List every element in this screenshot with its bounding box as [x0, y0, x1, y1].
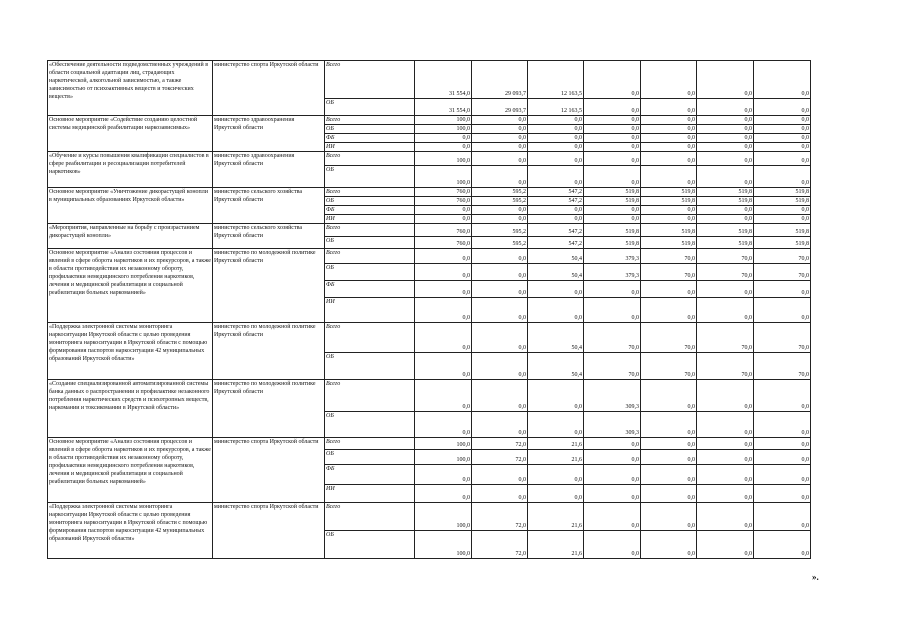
amount-cell: 0,0 — [415, 380, 472, 412]
amount-cell: 70,0 — [754, 249, 811, 264]
amount-cell: 0,0 — [584, 281, 641, 298]
amount-cell: 100,0 — [415, 438, 472, 450]
amount-cell: 519,8 — [584, 224, 641, 237]
amount-cell: 0,0 — [584, 438, 641, 450]
amount-cell: 0,0 — [641, 134, 697, 143]
amount-cell: 0,0 — [472, 281, 528, 298]
amount-cell: 0,0 — [415, 298, 472, 323]
amount-cell: 379,3 — [584, 249, 641, 264]
amount-cell: 0,0 — [641, 485, 697, 503]
funding-source-cell: ОБ — [325, 166, 415, 188]
funding-source-cell: Всего — [325, 503, 415, 531]
amount-cell: 0,0 — [415, 465, 472, 485]
amount-cell: 0,0 — [697, 125, 754, 134]
amount-cell: 519,8 — [697, 188, 754, 197]
amount-cell: 0,0 — [641, 465, 697, 485]
funding-source-cell: Всего — [325, 224, 415, 237]
amount-cell: 0,0 — [584, 215, 641, 224]
amount-cell: 21,6 — [528, 531, 584, 559]
amount-cell: 519,8 — [754, 224, 811, 237]
amount-cell: 50,4 — [528, 249, 584, 264]
amount-cell: 0,0 — [472, 412, 528, 438]
amount-cell: 0,0 — [415, 215, 472, 224]
amount-cell: 0,0 — [472, 353, 528, 380]
amount-cell: 31 554,0 — [415, 61, 472, 99]
amount-cell: 0,0 — [584, 298, 641, 323]
amount-cell: 379,3 — [584, 264, 641, 281]
amount-cell: 100,0 — [415, 531, 472, 559]
amount-cell: 0,0 — [697, 134, 754, 143]
amount-cell: 0,0 — [754, 152, 811, 166]
funding-source-cell: Всего — [325, 323, 415, 353]
amount-cell: 0,0 — [472, 380, 528, 412]
amount-cell: 50,4 — [528, 353, 584, 380]
amount-cell: 0,0 — [415, 206, 472, 215]
amount-cell: 100,0 — [415, 125, 472, 134]
amount-cell: 595,2 — [472, 197, 528, 206]
measure-name-cell: «Поддержка электронной системы мониторинга наркоситуации Иркутской области с целью проведения мониторинга наркоситуации в Иркутской области с помощью формирования паспортов наркоситуации 42 муниципальных образований Иркутской области» — [48, 503, 213, 559]
amount-cell: 0,0 — [584, 152, 641, 166]
funding-source-cell: ОБ — [325, 450, 415, 465]
amount-cell: 0,0 — [697, 116, 754, 125]
amount-cell: 0,0 — [641, 116, 697, 125]
amount-cell: 0,0 — [472, 166, 528, 188]
amount-cell: 0,0 — [754, 450, 811, 465]
funding-source-cell: Всего — [325, 438, 415, 450]
amount-cell: 0,0 — [754, 465, 811, 485]
amount-cell: 0,0 — [472, 249, 528, 264]
amount-cell: 519,8 — [584, 197, 641, 206]
amount-cell: 0,0 — [754, 206, 811, 215]
amount-cell: 0,0 — [528, 485, 584, 503]
amount-cell: 0,0 — [697, 215, 754, 224]
amount-cell: 0,0 — [641, 99, 697, 116]
measure-name-cell: «Обучение и курсы повышения квалификации специалистов в сфере реабилитации и ресоциализации потребителей наркотиков» — [48, 152, 213, 188]
funding-source-cell: Всего — [325, 116, 415, 125]
amount-cell: 0,0 — [528, 465, 584, 485]
amount-cell: 72,0 — [472, 438, 528, 450]
amount-cell: 0,0 — [641, 143, 697, 152]
measure-name-cell: «Поддержка электронной системы мониторинга наркоситуации Иркутской области с целью проведения мониторинга наркоситуации в Иркутской области с помощью формирования паспортов наркоситуации 42 муниципальных образований Иркутской области» — [48, 323, 213, 380]
amount-cell: 0,0 — [697, 450, 754, 465]
amount-cell: 0,0 — [754, 412, 811, 438]
amount-cell: 0,0 — [528, 380, 584, 412]
amount-cell: 547,2 — [528, 237, 584, 249]
amount-cell: 70,0 — [697, 249, 754, 264]
amount-cell: 29 093,7 — [472, 61, 528, 99]
amount-cell: 21,6 — [528, 503, 584, 531]
amount-cell: 0,0 — [697, 465, 754, 485]
amount-cell: 0,0 — [415, 264, 472, 281]
funding-source-cell: ОБ — [325, 412, 415, 438]
amount-cell: 0,0 — [415, 143, 472, 152]
amount-cell: 0,0 — [697, 485, 754, 503]
amount-cell: 0,0 — [641, 380, 697, 412]
amount-cell: 0,0 — [641, 531, 697, 559]
funding-source-cell: ФБ — [325, 465, 415, 485]
financing-table — [47, 60, 811, 559]
funding-source-cell: ФБ — [325, 281, 415, 298]
amount-cell: 0,0 — [697, 166, 754, 188]
table-row — [48, 224, 811, 237]
amount-cell: 0,0 — [528, 116, 584, 125]
amount-cell: 12 163,5 — [528, 61, 584, 99]
amount-cell: 0,0 — [528, 206, 584, 215]
amount-cell: 519,8 — [754, 188, 811, 197]
amount-cell: 0,0 — [754, 485, 811, 503]
amount-cell: 0,0 — [697, 281, 754, 298]
amount-cell: 0,0 — [415, 134, 472, 143]
amount-cell: 0,0 — [641, 61, 697, 99]
closing-quote-mark: ». — [812, 572, 819, 582]
amount-cell: 0,0 — [754, 531, 811, 559]
amount-cell: 72,0 — [472, 531, 528, 559]
amount-cell: 0,0 — [697, 298, 754, 323]
executor-cell: министерство сельского хозяйства Иркутской области — [213, 188, 325, 224]
amount-cell: 0,0 — [697, 61, 754, 99]
amount-cell: 0,0 — [697, 206, 754, 215]
amount-cell: 519,8 — [697, 237, 754, 249]
amount-cell: 100,0 — [415, 116, 472, 125]
amount-cell: 0,0 — [528, 125, 584, 134]
funding-source-cell: ОБ — [325, 125, 415, 134]
amount-cell: 0,0 — [528, 412, 584, 438]
amount-cell: 100,0 — [415, 152, 472, 166]
amount-cell: 0,0 — [415, 485, 472, 503]
amount-cell: 519,8 — [584, 188, 641, 197]
executor-cell: министерство спорта Иркутской области — [213, 503, 325, 559]
amount-cell: 0,0 — [754, 281, 811, 298]
amount-cell: 0,0 — [754, 125, 811, 134]
amount-cell: 70,0 — [754, 353, 811, 380]
funding-source-cell: Всего — [325, 188, 415, 197]
amount-cell: 0,0 — [641, 298, 697, 323]
amount-cell: 519,8 — [641, 197, 697, 206]
amount-cell: 0,0 — [415, 323, 472, 353]
table-row — [48, 249, 811, 264]
amount-cell: 0,0 — [754, 166, 811, 188]
executor-cell: министерство спорта Иркутской области — [213, 438, 325, 503]
amount-cell: 0,0 — [641, 281, 697, 298]
funding-source-cell: ФБ — [325, 134, 415, 143]
amount-cell: 0,0 — [697, 531, 754, 559]
table-row — [48, 152, 811, 166]
measure-name-cell: «Мероприятия, направленные на борьбу с произрастанием дикорастущей конопли» — [48, 224, 213, 249]
amount-cell: 0,0 — [415, 249, 472, 264]
funding-source-cell: Всего — [325, 380, 415, 412]
amount-cell: 0,0 — [754, 143, 811, 152]
funding-source-cell: ФБ — [325, 206, 415, 215]
amount-cell: 0,0 — [472, 264, 528, 281]
amount-cell: 0,0 — [472, 465, 528, 485]
amount-cell: 0,0 — [528, 215, 584, 224]
measure-name-cell: Основное мероприятие «Анализ состояния процессов и явлений в сфере оборота наркотиков и их прекурсоров, а также в области противодействия их незаконному обороту, профилактики немедицинского потребления наркотиков, лечения и медицинской реабилитации и социальной реабилитации больных наркоманией» — [48, 438, 213, 503]
amount-cell: 0,0 — [584, 206, 641, 215]
amount-cell: 519,8 — [641, 224, 697, 237]
amount-cell: 0,0 — [697, 143, 754, 152]
amount-cell: 70,0 — [754, 323, 811, 353]
amount-cell: 0,0 — [697, 380, 754, 412]
amount-cell: 0,0 — [584, 116, 641, 125]
executor-cell: министерство спорта Иркутской области — [213, 61, 325, 116]
executor-cell: министерство по молодежной политике Иркутской области — [213, 249, 325, 323]
amount-cell: 0,0 — [584, 531, 641, 559]
amount-cell: 595,2 — [472, 224, 528, 237]
amount-cell: 0,0 — [641, 412, 697, 438]
executor-cell: министерство по молодежной политике Иркутской области — [213, 323, 325, 380]
measure-name-cell: Основное мероприятие «Уничтожение дикорастущей конопли в муниципальных образованиях Иркутской области» — [48, 188, 213, 224]
amount-cell: 29 093,7 — [472, 99, 528, 116]
amount-cell: 0,0 — [754, 298, 811, 323]
amount-cell: 0,0 — [584, 143, 641, 152]
amount-cell: 519,8 — [697, 224, 754, 237]
amount-cell: 0,0 — [528, 152, 584, 166]
funding-source-cell: ОБ — [325, 237, 415, 249]
amount-cell: 50,4 — [528, 264, 584, 281]
funding-source-cell: ИИ — [325, 143, 415, 152]
amount-cell: 0,0 — [472, 215, 528, 224]
amount-cell: 0,0 — [641, 450, 697, 465]
amount-cell: 70,0 — [584, 353, 641, 380]
amount-cell: 72,0 — [472, 450, 528, 465]
amount-cell: 70,0 — [641, 353, 697, 380]
amount-cell: 70,0 — [584, 323, 641, 353]
amount-cell: 309,3 — [584, 412, 641, 438]
funding-source-cell: ИИ — [325, 298, 415, 323]
funding-source-cell: ОБ — [325, 197, 415, 206]
amount-cell: 0,0 — [472, 134, 528, 143]
amount-cell: 0,0 — [697, 152, 754, 166]
amount-cell: 0,0 — [528, 134, 584, 143]
measure-name-cell: «Создание специализированной автоматизированной системы банка данных о распространении и профилактике незаконного потребления наркотических средств и психотропных веществ, наркомании и токсикомании в Иркутской области» — [48, 380, 213, 438]
amount-cell: 70,0 — [697, 353, 754, 380]
amount-cell: 547,2 — [528, 197, 584, 206]
table-row — [48, 323, 811, 353]
amount-cell: 0,0 — [754, 503, 811, 531]
amount-cell: 0,0 — [697, 503, 754, 531]
amount-cell: 0,0 — [472, 143, 528, 152]
amount-cell: 0,0 — [641, 166, 697, 188]
amount-cell: 72,0 — [472, 503, 528, 531]
funding-source-cell: ИИ — [325, 215, 415, 224]
amount-cell: 0,0 — [641, 215, 697, 224]
amount-cell: 0,0 — [584, 450, 641, 465]
table-row — [48, 188, 811, 197]
amount-cell: 0,0 — [472, 298, 528, 323]
funding-source-cell: ОБ — [325, 531, 415, 559]
amount-cell: 70,0 — [641, 264, 697, 281]
amount-cell: 0,0 — [641, 438, 697, 450]
amount-cell: 21,6 — [528, 450, 584, 465]
amount-cell: 760,0 — [415, 197, 472, 206]
amount-cell: 0,0 — [472, 485, 528, 503]
amount-cell: 0,0 — [697, 99, 754, 116]
amount-cell: 70,0 — [754, 264, 811, 281]
amount-cell: 0,0 — [415, 353, 472, 380]
amount-cell: 547,2 — [528, 188, 584, 197]
amount-cell: 0,0 — [528, 143, 584, 152]
amount-cell: 70,0 — [697, 323, 754, 353]
amount-cell: 0,0 — [641, 503, 697, 531]
amount-cell: 0,0 — [584, 61, 641, 99]
amount-cell: 0,0 — [528, 166, 584, 188]
amount-cell: 0,0 — [472, 206, 528, 215]
amount-cell: 595,2 — [472, 237, 528, 249]
amount-cell: 100,0 — [415, 450, 472, 465]
amount-cell: 0,0 — [754, 215, 811, 224]
amount-cell: 70,0 — [641, 323, 697, 353]
funding-source-cell: Всего — [325, 152, 415, 166]
amount-cell: 760,0 — [415, 188, 472, 197]
table-row — [48, 380, 811, 412]
amount-cell: 309,3 — [584, 380, 641, 412]
measure-name-cell: Основное мероприятие «Содействие созданию целостной системы медицинской реабилитации наркозависимых» — [48, 116, 213, 152]
amount-cell: 0,0 — [472, 125, 528, 134]
amount-cell: 0,0 — [584, 125, 641, 134]
executor-cell: министерство здравоохранения Иркутской области — [213, 116, 325, 152]
amount-cell: 70,0 — [697, 264, 754, 281]
amount-cell: 0,0 — [472, 116, 528, 125]
amount-cell: 0,0 — [754, 438, 811, 450]
funding-source-cell: ИИ — [325, 485, 415, 503]
amount-cell: 0,0 — [754, 61, 811, 99]
amount-cell: 0,0 — [641, 125, 697, 134]
amount-cell: 519,8 — [641, 188, 697, 197]
amount-cell: 760,0 — [415, 237, 472, 249]
amount-cell: 100,0 — [415, 503, 472, 531]
amount-cell: 21,6 — [528, 438, 584, 450]
amount-cell: 519,8 — [754, 237, 811, 249]
amount-cell: 0,0 — [754, 134, 811, 143]
amount-cell: 0,0 — [528, 298, 584, 323]
funding-source-cell: ОБ — [325, 353, 415, 380]
amount-cell: 0,0 — [754, 380, 811, 412]
table-row — [48, 116, 811, 125]
amount-cell: 0,0 — [697, 438, 754, 450]
amount-cell: 595,2 — [472, 188, 528, 197]
amount-cell: 0,0 — [584, 99, 641, 116]
amount-cell: 519,8 — [754, 197, 811, 206]
amount-cell: 0,0 — [584, 134, 641, 143]
amount-cell: 519,8 — [584, 237, 641, 249]
amount-cell: 0,0 — [584, 503, 641, 531]
amount-cell: 0,0 — [584, 166, 641, 188]
executor-cell: министерство сельского хозяйства Иркутской области — [213, 224, 325, 249]
table-row — [48, 503, 811, 531]
measure-name-cell: «Обеспечение деятельности подведомственных учреждений в области социальной адаптации лиц, страдающих наркотической, алкогольной зависимостью, а также зависимостью от психоактивных веществ и токсических веществ» — [48, 61, 213, 116]
table-row — [48, 438, 811, 450]
executor-cell: министерство здравоохранения Иркутской области — [213, 152, 325, 188]
amount-cell: 12 163,5 — [528, 99, 584, 116]
amount-cell: 0,0 — [584, 465, 641, 485]
amount-cell: 0,0 — [641, 206, 697, 215]
amount-cell: 0,0 — [528, 281, 584, 298]
amount-cell: 70,0 — [641, 249, 697, 264]
amount-cell: 760,0 — [415, 224, 472, 237]
amount-cell: 0,0 — [472, 152, 528, 166]
funding-source-cell: Всего — [325, 61, 415, 99]
amount-cell: 0,0 — [415, 412, 472, 438]
amount-cell: 0,0 — [641, 152, 697, 166]
amount-cell: 31 554,0 — [415, 99, 472, 116]
amount-cell: 0,0 — [697, 412, 754, 438]
amount-cell: 519,8 — [641, 237, 697, 249]
amount-cell: 100,0 — [415, 166, 472, 188]
table-row — [48, 61, 811, 99]
amount-cell: 547,2 — [528, 224, 584, 237]
amount-cell: 0,0 — [754, 116, 811, 125]
amount-cell: 0,0 — [415, 281, 472, 298]
amount-cell: 0,0 — [754, 99, 811, 116]
amount-cell: 519,8 — [697, 197, 754, 206]
executor-cell: министерство по молодежной политике Иркутской области — [213, 380, 325, 438]
funding-source-cell: ОБ — [325, 264, 415, 281]
amount-cell: 50,4 — [528, 323, 584, 353]
amount-cell: 0,0 — [472, 323, 528, 353]
measure-name-cell: Основное мероприятие «Анализ состояния процессов и явлений в сфере оборота наркотиков и их прекурсоров, а также в области противодействия их незаконному обороту, профилактики немедицинского потребления наркотиков, лечения и медицинской реабилитации и социальной реабилитации больных наркоманией» — [48, 249, 213, 323]
funding-source-cell: ОБ — [325, 99, 415, 116]
funding-source-cell: Всего — [325, 249, 415, 264]
amount-cell: 0,0 — [584, 485, 641, 503]
